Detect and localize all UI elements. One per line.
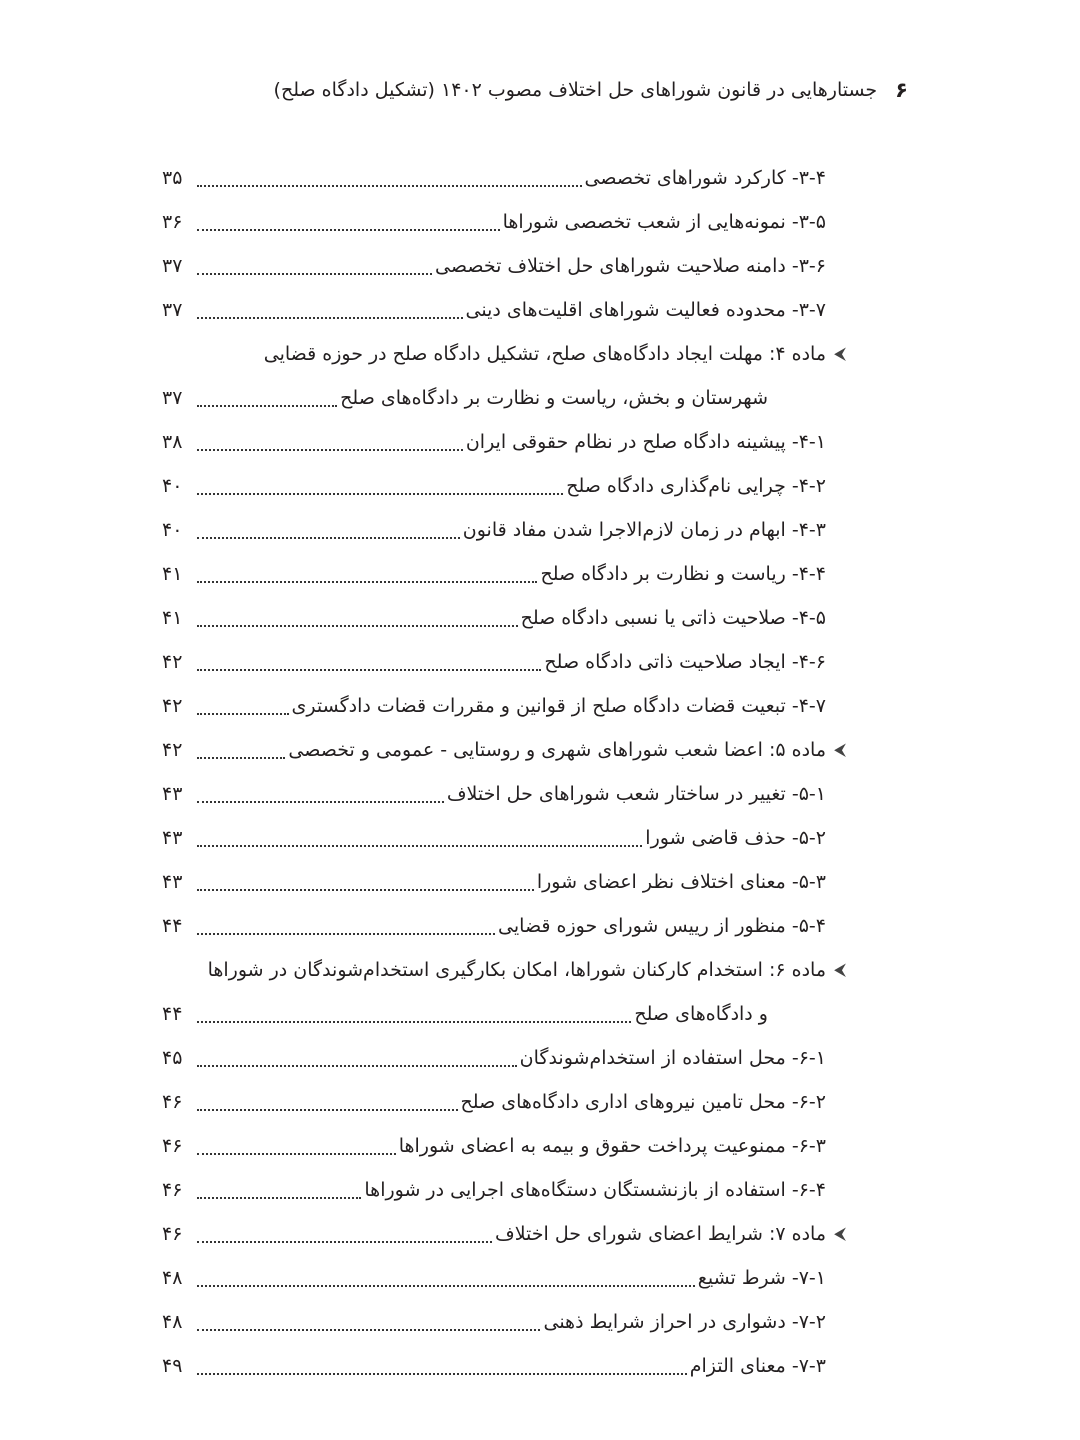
toc-entry — [162, 1124, 850, 1168]
toc-entry-title: ۵-۱- تغییر در ساختار شعب شوراهای حل اختلاف — [446, 783, 826, 805]
toc-entry-title: ۶-۳- ممنوعیت پرداخت حقوق و بیمه به اعضای شوراها — [398, 1135, 826, 1157]
toc-entry-title: ماده ۷: شرایط اعضای شورای حل اختلاف — [495, 1223, 826, 1245]
dot-leader — [197, 185, 582, 187]
toc-page-number: ۴۶ — [162, 1223, 183, 1245]
toc-entry-title: ۴-۶- ایجاد صلاحیت ذاتی دادگاه صلح — [544, 651, 826, 673]
toc-entry — [162, 508, 850, 552]
toc-entry-title: شهرستان و بخش، ریاست و نظارت بر دادگاه‌های صلح — [340, 387, 768, 409]
toc-entry — [162, 156, 850, 200]
toc-entry-title: ۴-۷- تبعیت قضات دادگاه صلح از قوانین و مقررات قضات دادگستری — [291, 695, 826, 717]
dot-leader — [197, 801, 444, 803]
dot-leader — [197, 1109, 458, 1111]
dot-leader — [197, 1065, 517, 1067]
dot-leader — [197, 1285, 695, 1287]
dot-leader — [197, 713, 289, 715]
toc-entry — [162, 420, 850, 464]
dot-leader — [197, 317, 463, 319]
table-of-contents — [162, 156, 850, 1388]
toc-entry-title: ۴-۲- چرایی نام‌گذاری دادگاه صلح — [566, 475, 826, 497]
toc-page-number: ۴۱ — [162, 563, 183, 585]
toc-entry-title: ۶-۴- استفاده از بازنشستگان دستگاه‌های اجرایی در شوراها — [364, 1179, 826, 1201]
toc-entry — [162, 332, 850, 376]
toc-entry-title: و دادگاه‌های صلح — [634, 1003, 768, 1025]
toc-entry — [162, 376, 850, 420]
toc-page-number: ۴۳ — [162, 827, 183, 849]
toc-entry-title: ۷-۱- شرط تشیع — [697, 1267, 826, 1289]
dot-leader — [197, 1241, 492, 1243]
dot-leader — [197, 1373, 687, 1375]
toc-page-number: ۴۹ — [162, 1355, 183, 1377]
toc-entry — [162, 948, 850, 992]
toc-page-number: ۳۵ — [162, 167, 183, 189]
toc-entry — [162, 200, 850, 244]
toc-entry — [162, 288, 850, 332]
dot-leader — [197, 273, 432, 275]
dot-leader — [197, 625, 518, 627]
dot-leader — [197, 845, 642, 847]
toc-page-number: ۴۵ — [162, 1047, 183, 1069]
toc-entry — [162, 1168, 850, 1212]
toc-page-number: ۴۳ — [162, 871, 183, 893]
toc-entry-title: ۴-۴- ریاست و نظارت بر دادگاه صلح — [540, 563, 826, 585]
toc-page-number: ۴۴ — [162, 1003, 183, 1025]
toc-entry-title: ۴-۵- صلاحیت ذاتی یا نسبی دادگاه صلح — [520, 607, 826, 629]
toc-page-number: ۳۶ — [162, 211, 183, 233]
dot-leader — [197, 889, 534, 891]
dot-leader — [197, 757, 285, 759]
toc-page-number: ۴۲ — [162, 695, 183, 717]
dot-leader — [197, 669, 541, 671]
running-title: جستارهایی در قانون شوراهای حل اختلاف مصوب ۱۴۰۲ (تشکیل دادگاه صلح) — [273, 79, 878, 101]
toc-entry-title: ۵-۲- حذف قاضی شورا — [645, 827, 826, 849]
article-arrow-icon: ⮜ — [833, 344, 847, 364]
toc-entry — [162, 816, 850, 860]
toc-entry — [162, 244, 850, 288]
toc-page-number: ۳۷ — [162, 299, 183, 321]
toc-entry — [162, 1080, 850, 1124]
dot-leader — [197, 581, 537, 583]
toc-page-number: ۴۰ — [162, 519, 183, 541]
toc-page-number: ۴۱ — [162, 607, 183, 629]
toc-page-number: ۴۴ — [162, 915, 183, 937]
toc-page-number: ۴۰ — [162, 475, 183, 497]
toc-entry-title: ماده ۴: مهلت ایجاد دادگاه‌های صلح، تشکیل دادگاه صلح در حوزه قضایی — [263, 343, 826, 365]
dot-leader — [197, 537, 460, 539]
toc-page-number: ۴۶ — [162, 1135, 183, 1157]
toc-entry-title: ۴-۳- ابهام در زمان لازم‌الاجرا شدن مفاد قانون — [462, 519, 826, 541]
toc-page-number: ۴۸ — [162, 1311, 183, 1333]
toc-entry-title: ۳-۵- نمونه‌هایی از شعب تخصصی شوراها — [502, 211, 826, 233]
dot-leader — [197, 1329, 540, 1331]
toc-page-number: ۴۲ — [162, 739, 183, 761]
toc-entry — [162, 992, 850, 1036]
toc-entry — [162, 1212, 850, 1256]
article-arrow-icon: ⮜ — [833, 960, 847, 980]
toc-entry-title: ۵-۴- منظور از رییس شورای حوزه قضایی — [498, 915, 826, 937]
dot-leader — [197, 229, 500, 231]
toc-page-number: ۴۳ — [162, 783, 183, 805]
toc-entry-title: ۷-۳- معنای التزام — [689, 1355, 826, 1377]
toc-entry-title: ۷-۲- دشواری در احراز شرایط ذهنی — [543, 1311, 826, 1333]
toc-entry-title: ۳-۶- دامنه صلاحیت شوراهای حل اختلاف تخصصی — [435, 255, 826, 277]
toc-entry — [162, 860, 850, 904]
toc-entry-title: ۴-۱- پیشینه دادگاه صلح در نظام حقوقی ایران — [465, 431, 826, 453]
toc-entry-title: ماده ۵: اعضا شعب شوراهای شهری و روستایی - عمومی و تخصصی — [288, 739, 826, 761]
dot-leader — [197, 405, 337, 407]
toc-entry-title: ۳-۷- محدوده فعالیت شوراهای اقلیت‌های دینی — [465, 299, 826, 321]
toc-entry — [162, 1036, 850, 1080]
toc-entry — [162, 772, 850, 816]
dot-leader — [197, 1153, 396, 1155]
toc-page-number: ۳۷ — [162, 387, 183, 409]
toc-page-number: ۴۸ — [162, 1267, 183, 1289]
dot-leader — [197, 933, 495, 935]
article-arrow-icon: ⮜ — [833, 740, 847, 760]
toc-entry — [162, 640, 850, 684]
toc-entry — [162, 552, 850, 596]
toc-entry — [162, 1300, 850, 1344]
page-number: ۶ — [895, 78, 908, 102]
toc-page-number: ۴۶ — [162, 1091, 183, 1113]
article-arrow-icon: ⮜ — [833, 1224, 847, 1244]
dot-leader — [197, 449, 463, 451]
toc-page-number: ۴۶ — [162, 1179, 183, 1201]
toc-entry — [162, 596, 850, 640]
toc-entry-title: ۶-۱- محل استفاده از استخدام‌شوندگان — [519, 1047, 826, 1069]
toc-entry-title: ماده ۶: استخدام کارکنان شوراها، امکان بکارگیری استخدام‌شوندگان در شوراها — [207, 959, 826, 981]
toc-entry — [162, 464, 850, 508]
dot-leader — [197, 1197, 361, 1199]
toc-entry-title: ۳-۴- کارکرد شوراهای تخصصی — [584, 167, 826, 189]
toc-entry-title: ۵-۳- معنای اختلاف نظر اعضای شورا — [536, 871, 826, 893]
dot-leader — [197, 493, 563, 495]
toc-entry — [162, 1344, 850, 1388]
toc-entry — [162, 904, 850, 948]
running-header — [273, 70, 908, 110]
toc-page-number: ۴۲ — [162, 651, 183, 673]
toc-entry — [162, 1256, 850, 1300]
toc-page-number: ۳۸ — [162, 431, 183, 453]
dot-leader — [197, 1021, 631, 1023]
toc-entry — [162, 728, 850, 772]
toc-entry-title: ۶-۲- محل تامین نیروهای اداری دادگاه‌های صلح — [460, 1091, 826, 1113]
toc-entry — [162, 684, 850, 728]
toc-page-number: ۳۷ — [162, 255, 183, 277]
